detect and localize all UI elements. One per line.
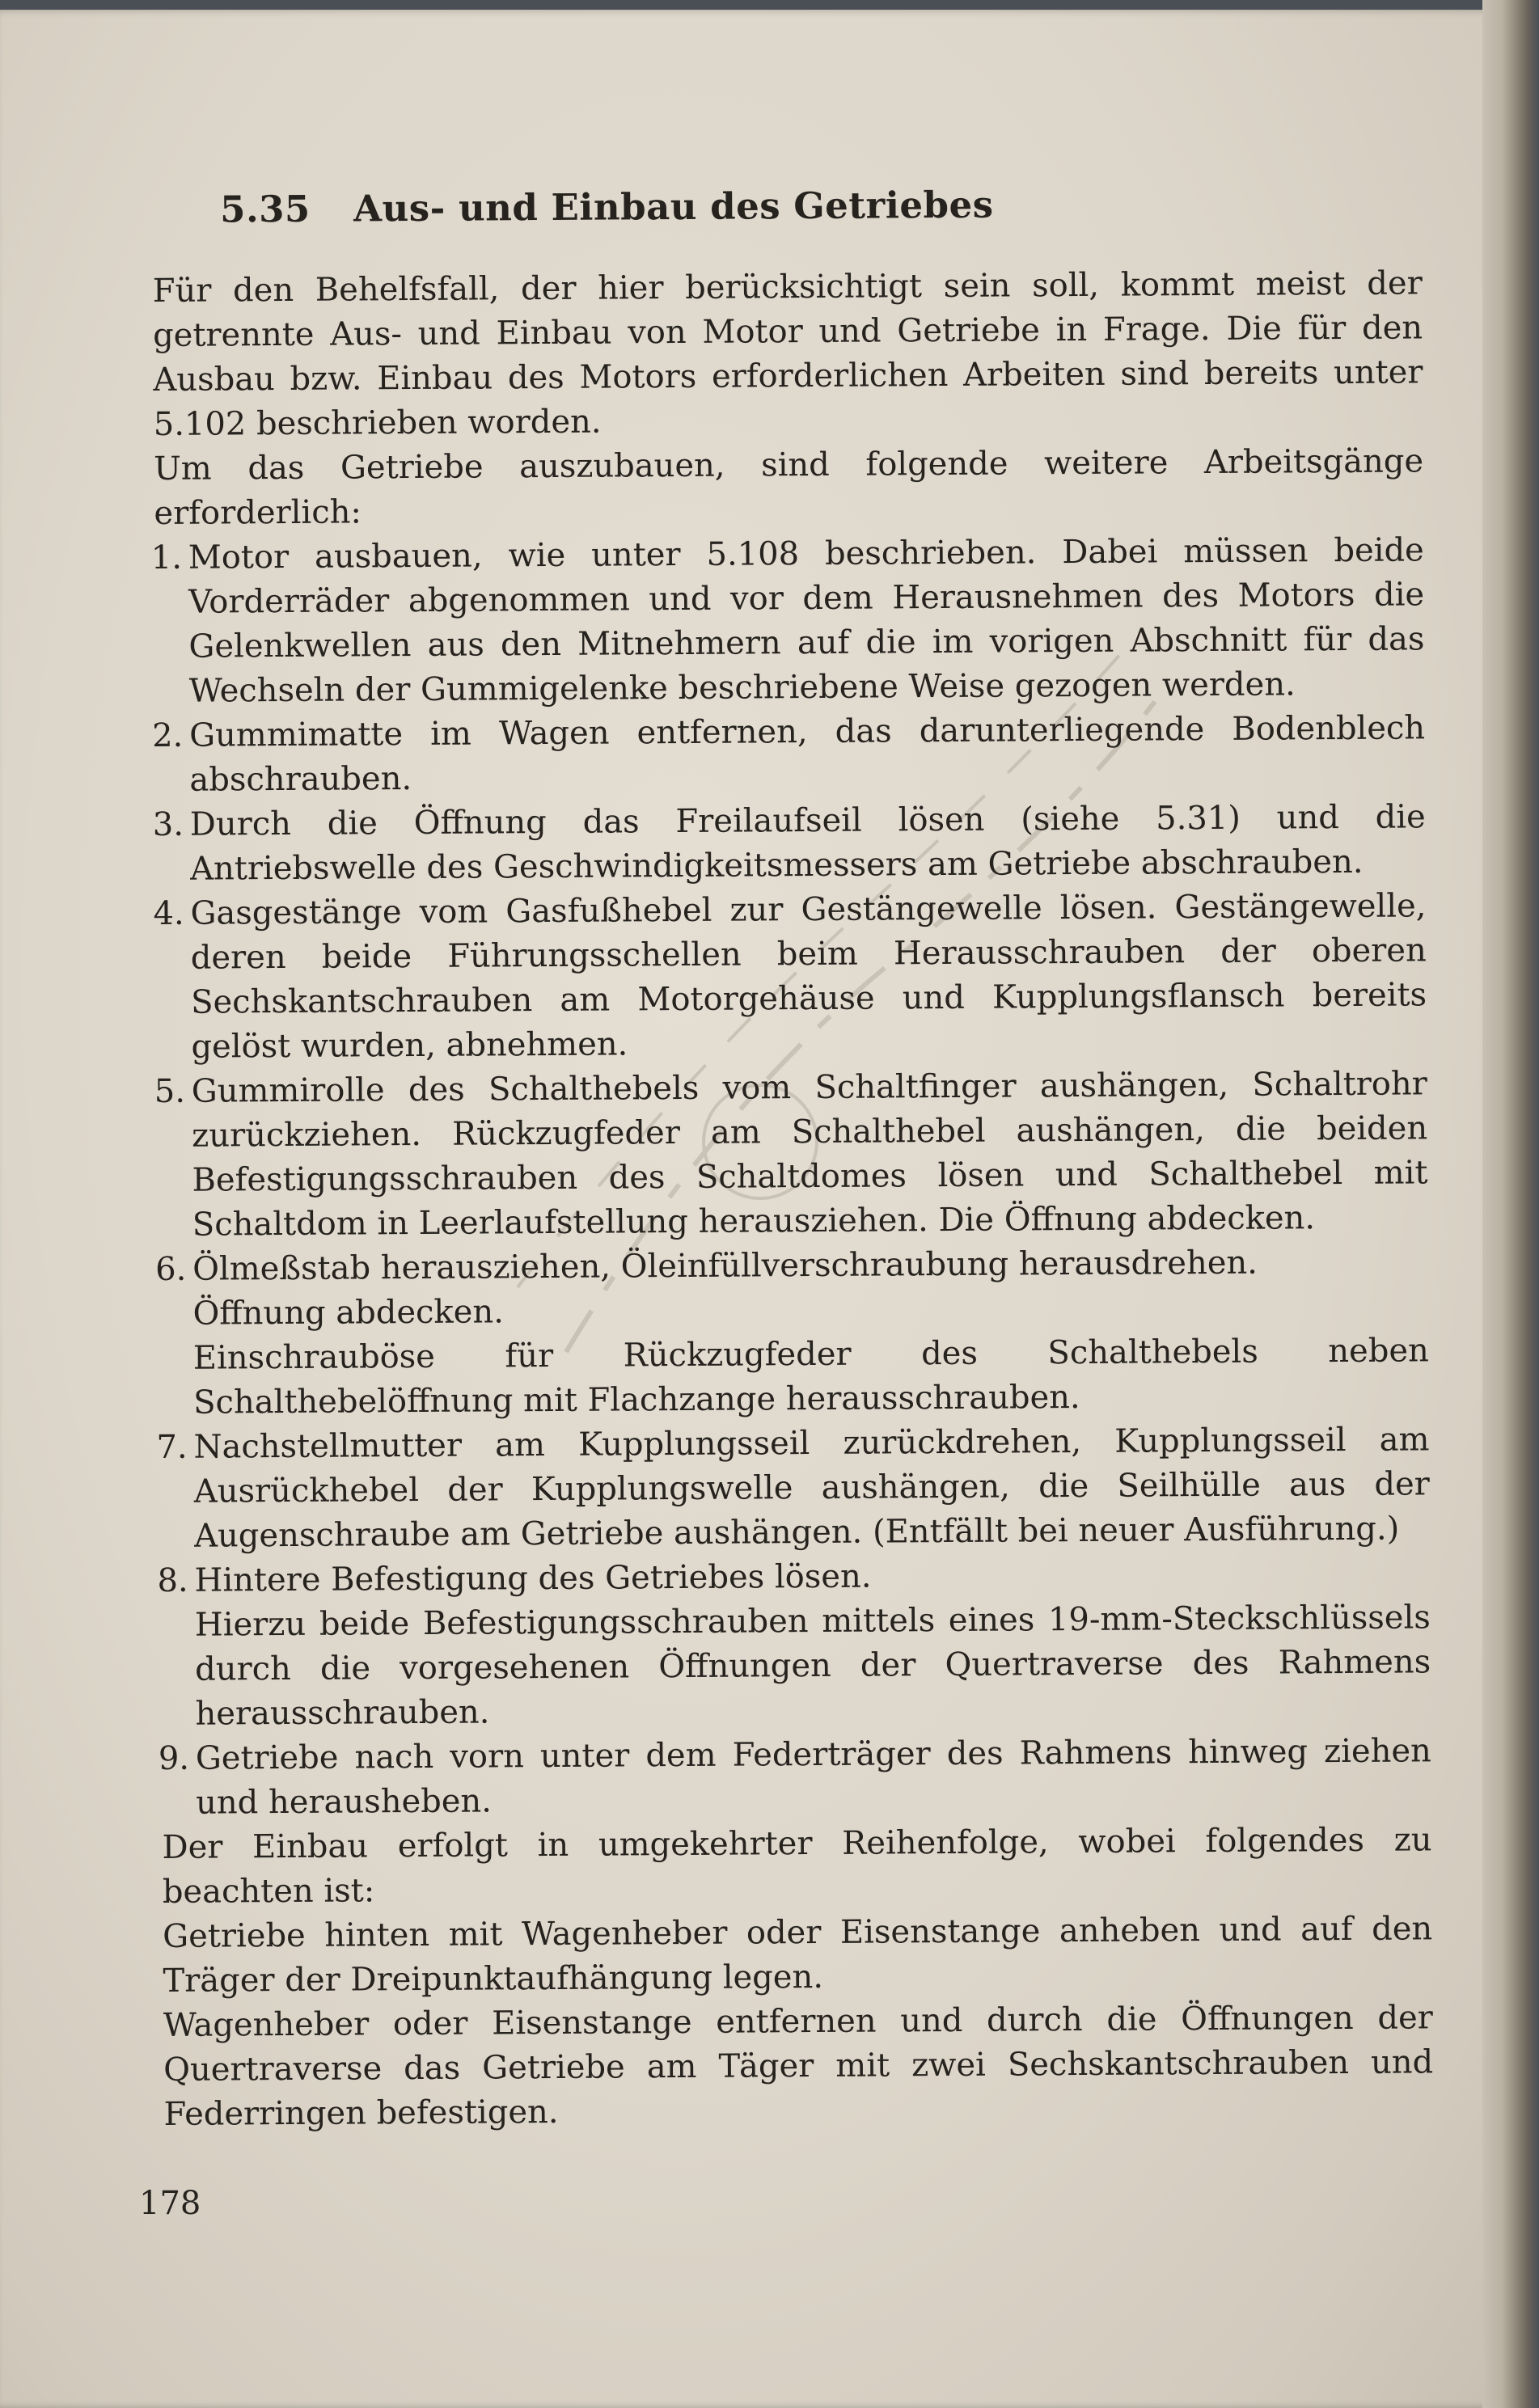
intro-paragraph: Für den Behelfsfall, der hier berücksichtigt sein soll, kommt meist der getrennte Aus- und Einbau von Motor und Getriebe in Frage. Die für den Ausbau bzw. Einbau des Motors erforderlichen Arbeiten sind bereits unter 5.102 beschrieben worden.: [152, 264, 1423, 443]
outro-paragraph: Wagenheber oder Eisenstange entfernen und durch die Öffnungen der Quertraverse das Getriebe am Täger mit zwei Sechskantschrauben und Federringen befestigen.: [163, 1999, 1434, 2133]
page-text: [152, 180, 1434, 2137]
step-number: 9.: [158, 1739, 190, 1777]
section-number: 5.35: [220, 187, 311, 231]
step-number: 2.: [152, 716, 184, 755]
step-text: Einschrauböse für Rückzugfeder des Schalthebels neben Schalthebelöffnung mit Flachzange herausschrauben.: [192, 1332, 1429, 1422]
step-number: 5.: [154, 1072, 186, 1111]
outro-paragraph: Getriebe hinten mit Wagenheber oder Eisenstange anheben und auf den Träger der Dreipunktaufhängung legen.: [163, 1910, 1433, 2000]
step-text: Motor ausbauen, wie unter 5.108 beschrieben. Dabei müssen beide Vorderräder abgenommen und vor dem Herausnehmen des Motors die Gelenkwellen aus den Mitnehmern auf die im vorigen Abschnitt für das Wechseln der Gummigelenke beschriebene Weise gezogen werden.: [188, 531, 1425, 710]
list-item: [155, 1240, 1429, 1426]
step-number: 6.: [155, 1250, 187, 1288]
step-text: Getriebe nach vorn unter dem Federträger des Rahmens hinweg ziehen und herausheben.: [195, 1732, 1431, 1822]
list-item: [150, 528, 1425, 714]
intro-paragraph: Um das Getriebe auszubauen, sind folgende weitere Arbeitsgänge erforderlich:: [153, 442, 1424, 532]
step-number: 8.: [157, 1561, 188, 1599]
list-item: [153, 884, 1427, 1070]
list-item: [154, 1062, 1428, 1248]
section-title: Aus- und Einbau des Getriebes: [353, 183, 994, 230]
step-text: Gummirolle des Schalthebels vom Schaltfinger aushängen, Schaltrohr zurückziehen. Rückzugfeder am Schalthebel aushängen, die beiden Befestigungsschrauben des Schaltdomes lösen und Schalthebel mit Schaltdom in Leerlaufstellung herausziehen. Die Öffnung abdecken.: [191, 1065, 1428, 1244]
step-text: Hintere Befestigung des Getriebes lösen.: [194, 1557, 872, 1599]
steps-list: [150, 528, 1432, 1826]
step-number: 3.: [152, 805, 184, 844]
list-item: [152, 795, 1427, 892]
list-item: [156, 1417, 1430, 1559]
step-text: Ölmeßstab herausziehen, Öleinfüllverschraubung herausdrehen.: [192, 1244, 1258, 1288]
list-item: [157, 1551, 1431, 1737]
step-text: Gasgestänge vom Gasfußhebel zur Gestängewelle lösen. Gestängewelle, deren beide Führungsschellen beim Herausschrauben der oberen Sechskantschrauben am Motorgehäuse und Kupplungsflansch bereits gelöst wurden, abnehmen.: [190, 887, 1427, 1066]
outro-paragraph: Der Einbau erfolgt in umgekehrter Reihenfolge, wobei folgendes zu beachten ist:: [162, 1821, 1432, 1911]
section-heading: [220, 180, 1422, 231]
step-text: Gummimatte im Wagen entfernen, das darunterliegende Bodenblech abschrauben.: [189, 709, 1426, 799]
step-text: Hierzu beide Befestigungsschrauben mittels eines 19-mm-Steckschlüssels durch die vorgesehenen Öffnungen der Quertraverse des Rahmens herausschrauben.: [194, 1599, 1431, 1733]
step-text: Durch die Öffnung das Freilaufseil lösen (siehe 5.31) und die Antriebswelle des Geschwindigkeitsmessers am Getriebe abschrauben.: [189, 798, 1426, 888]
step-number: 7.: [156, 1428, 188, 1466]
step-number: 4.: [153, 894, 184, 933]
list-item: [152, 706, 1426, 803]
page-gutter-edge: [1482, 0, 1539, 2408]
page-number: 178: [139, 2185, 201, 2222]
step-text: Öffnung abdecken.: [192, 1293, 504, 1333]
book-page: [0, 10, 1504, 2408]
list-item: [158, 1729, 1432, 1826]
step-number: 1.: [150, 539, 183, 577]
step-text: Nachstellmutter am Kupplungsseil zurückdrehen, Kupplungsseil am Ausrückhebel der Kupplungswelle aushängen, die Seilhülle aus der Augenschraube am Getriebe aushängen. (Entfällt bei neuer Ausführung.): [193, 1421, 1430, 1555]
